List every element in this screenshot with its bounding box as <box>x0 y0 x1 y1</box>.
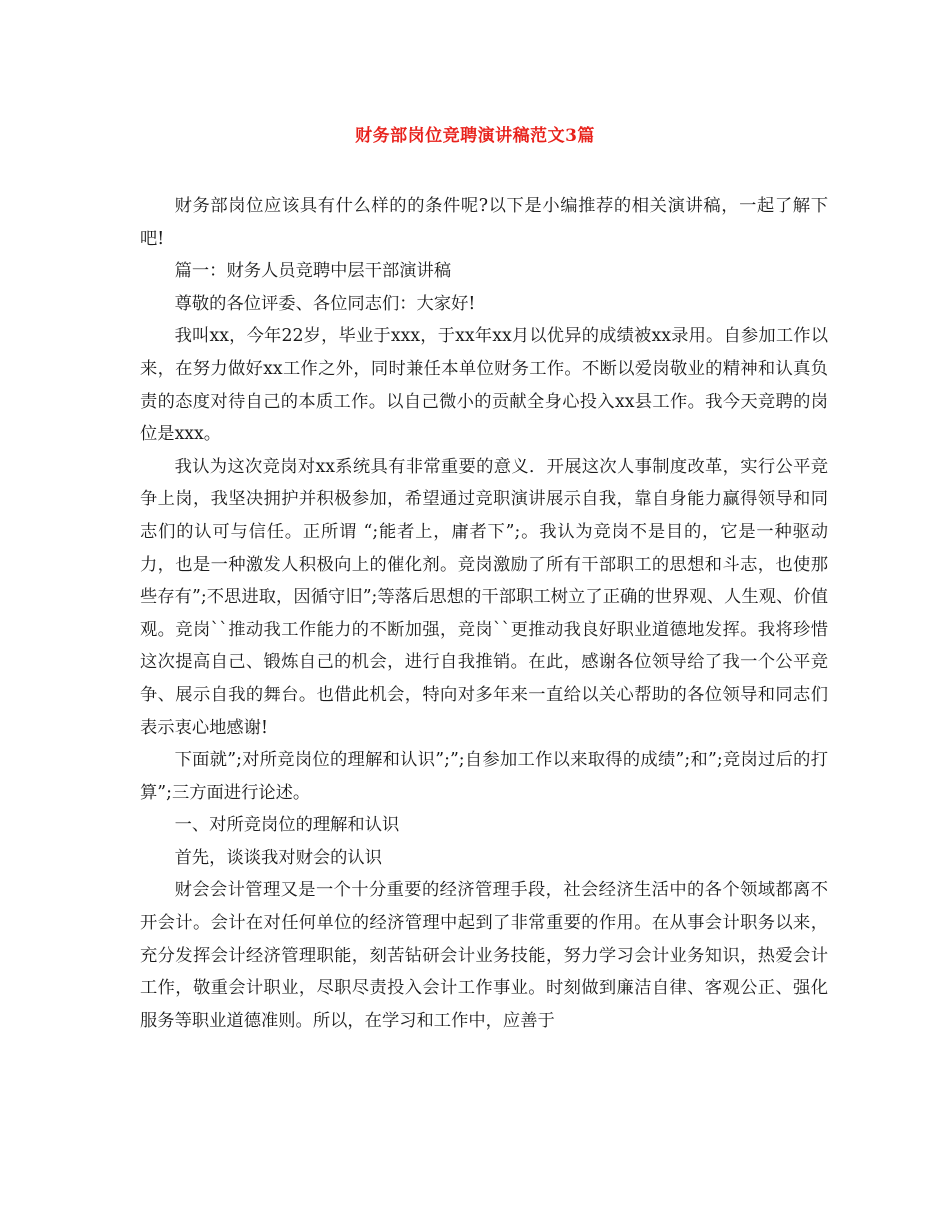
document-body <box>140 190 828 1037</box>
outline-paragraph: 下面就”;对所竞岗位的理解和认识”;”;自参加工作以来取得的成绩”;和”;竞岗过后的打算”;三方面进行论述。 <box>140 750 828 803</box>
accounting-management-paragraph: 财会会计管理又是一个十分重要的经济管理手段，社会经济生活中的各个领域都离不开会计。会计在对任何单位的经济管理中起到了非常重要的作用。在从事会计职务以来，充分发挥会计经济管理职能，刻苦钻研会计业务技能，努力学习会计业务知识，热爱会计工作，敬重会计职业，尽职尽责投入会计工作事业。时刻做到廉洁自律、客观公正、强化服务等职业道德准则。所以，在学习和工作中，应善于 <box>140 880 828 1031</box>
subheading-accounting-view: 首先，谈谈我对财会的认识 <box>174 847 382 868</box>
section-heading-understanding: 一、对所竞岗位的理解和认识 <box>174 815 400 836</box>
intro-paragraph: 财务部岗位应该具有什么样的的条件呢?以下是小编推荐的相关演讲稿，一起了解下吧! <box>140 196 828 249</box>
document-title: 财务部岗位竞聘演讲稿范文3篇 <box>355 126 595 146</box>
self-introduction-paragraph: 我叫xx，今年22岁，毕业于xxx，于xx年xx月以优异的成绩被xx录用。自参加工作以来，在努力做好xx工作之外，同时兼任本单位财务工作。不断以爱岗敬业的精神和认真负责的态度对待自己的本质工作。以自己微小的贡献全身心投入xx县工作。我今天竞聘的岗位是xxx。 <box>140 326 828 445</box>
salutation: 尊敬的各位评委、各位同志们：大家好! <box>174 293 476 314</box>
section-heading-part-one: 篇一：财务人员竞聘中层干部演讲稿 <box>174 261 452 282</box>
competition-significance-paragraph: 我认为这次竞岗对xx系统具有非常重要的意义．开展这次人事制度改革，实行公平竞争上岗，我坚决拥护并积极参加，希望通过竞职演讲展示自我，靠自身能力赢得领导和同志们的认可与信任。正所谓 “;能者上，庸者下”;。我认为竞岗不是目的，它是一种驱动力，也是一种激发人积极向上的催化剂。竞岗激励了所有干部职工的思想和斗志，也使那些存有”;不思进取，因循守旧”;等落后思想的干部职工树立了正确的世界观、人生观、价值观。竞岗``推动我工作能力的不断加强，竞岗``更推动我良好职业道德地发挥。我将珍惜这次提高自己、锻炼自己的机会，进行自我推销。在此，感谢各位领导给了我一个公平竞争、展示自我的舞台。也借此机会，特向对多年来一直给以关心帮助的各位领导和同志们表示衷心地感谢! <box>140 456 828 738</box>
